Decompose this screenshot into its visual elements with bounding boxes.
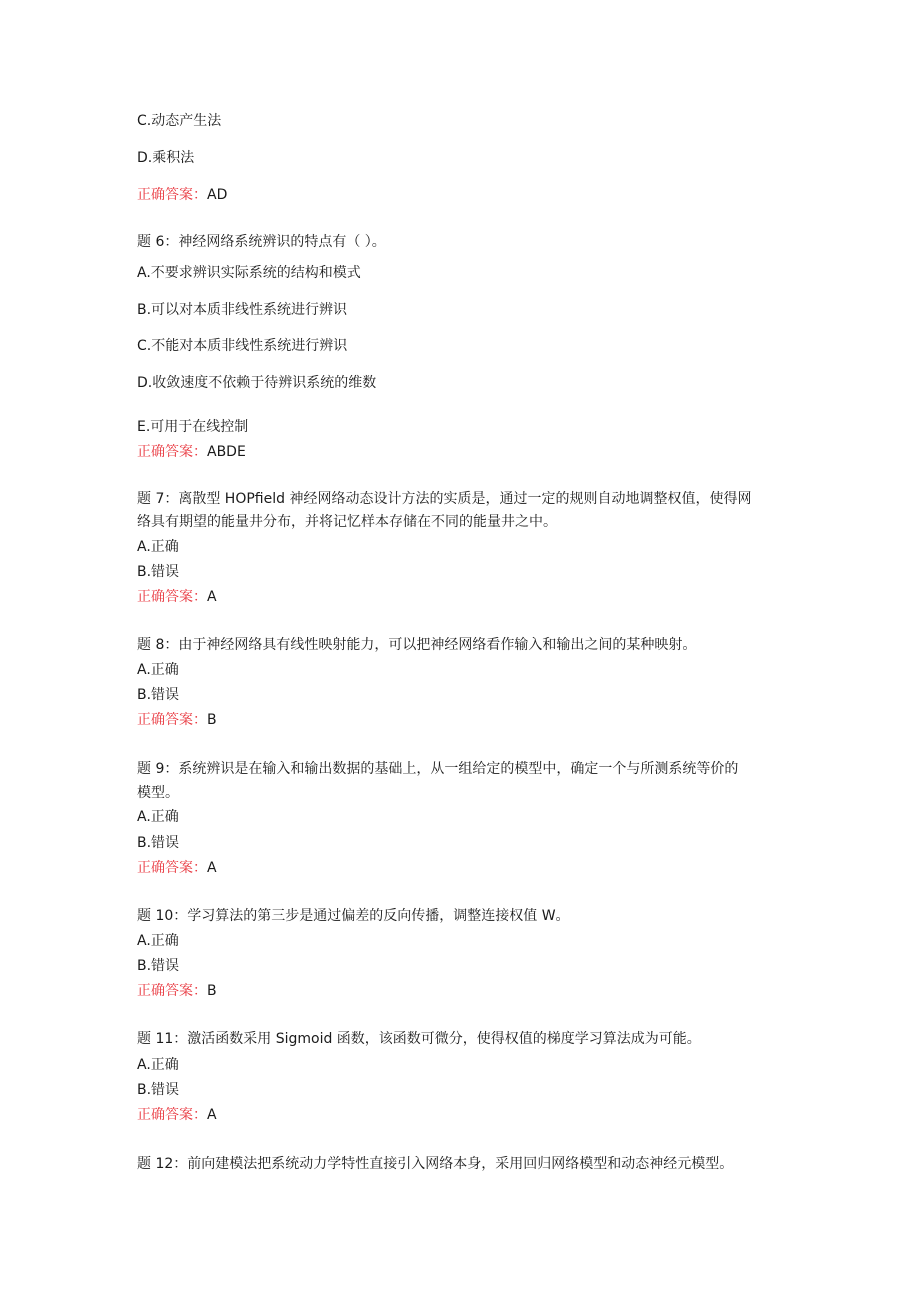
answer-value: A bbox=[207, 1107, 217, 1123]
answer-value: A bbox=[207, 860, 217, 876]
correct-answer bbox=[137, 587, 217, 607]
correct-answer bbox=[137, 442, 246, 462]
question-text: 题 7：离散型 HOPfield 神经网络动态设计方法的实质是，通过一定的规则自动地调整权值，使得网 bbox=[137, 491, 752, 507]
option-text: C.不能对本质非线性系统进行辨识 bbox=[137, 338, 348, 354]
answer-label: 正确答案： bbox=[137, 589, 207, 605]
answer-value: AD bbox=[207, 187, 228, 203]
option-text: C.动态产生法 bbox=[137, 113, 222, 129]
option-text: A.正确 bbox=[137, 1057, 179, 1073]
correct-answer bbox=[137, 858, 217, 878]
option-text: A.正确 bbox=[137, 662, 179, 678]
option-text: B.错误 bbox=[137, 1082, 180, 1098]
answer-label: 正确答案： bbox=[137, 444, 207, 460]
answer-label: 正确答案： bbox=[137, 712, 207, 728]
answer-value: B bbox=[207, 712, 217, 728]
answer-value: A bbox=[207, 589, 217, 605]
option-text: D.乘积法 bbox=[137, 150, 195, 166]
question-text: 题 9：系统辨识是在输入和输出数据的基础上，从一组给定的模型中，确定一个与所测系统等价的 bbox=[137, 761, 739, 777]
question-text: 模型。 bbox=[137, 785, 179, 801]
question-text: 题 8：由于神经网络具有线性映射能力，可以把神经网络看作输入和输出之间的某种映射。 bbox=[137, 637, 697, 653]
answer-label: 正确答案： bbox=[137, 983, 207, 999]
answer-label: 正确答案： bbox=[137, 860, 207, 876]
option-text: D.收敛速度不依赖于待辨识系统的维数 bbox=[137, 375, 377, 391]
answer-label: 正确答案： bbox=[137, 1107, 207, 1123]
correct-answer bbox=[137, 981, 217, 1001]
question-text: 络具有期望的能量井分布，并将记忆样本存储在不同的能量井之中。 bbox=[137, 514, 557, 530]
option-text: A.正确 bbox=[137, 539, 179, 555]
question-text: 题 11：激活函数采用 Sigmoid 函数，该函数可微分，使得权值的梯度学习算法成为可能。 bbox=[137, 1031, 701, 1047]
question-text: 题 10：学习算法的第三步是通过偏差的反向传播，调整连接权值 W。 bbox=[137, 908, 570, 924]
option-text: B.错误 bbox=[137, 564, 180, 580]
correct-answer bbox=[137, 710, 217, 730]
option-text: A.正确 bbox=[137, 809, 179, 825]
option-text: A.正确 bbox=[137, 933, 179, 949]
option-text: B.错误 bbox=[137, 835, 180, 851]
answer-label: 正确答案： bbox=[137, 187, 207, 203]
question-text: 题 6：神经网络系统辨识的特点有（ ）。 bbox=[137, 234, 386, 250]
option-text: A.不要求辨识实际系统的结构和模式 bbox=[137, 265, 361, 281]
correct-answer bbox=[137, 1105, 217, 1125]
answer-value: B bbox=[207, 983, 217, 999]
option-text: B.错误 bbox=[137, 687, 180, 703]
question-text: 题 12：前向建模法把系统动力学特性直接引入网络本身，采用回归网络模型和动态神经元模型。 bbox=[137, 1156, 734, 1172]
answer-value: ABDE bbox=[207, 444, 246, 460]
option-text: B.错误 bbox=[137, 958, 180, 974]
correct-answer bbox=[137, 185, 227, 205]
option-text: E.可用于在线控制 bbox=[137, 419, 249, 435]
option-text: B.可以对本质非线性系统进行辨识 bbox=[137, 302, 348, 318]
